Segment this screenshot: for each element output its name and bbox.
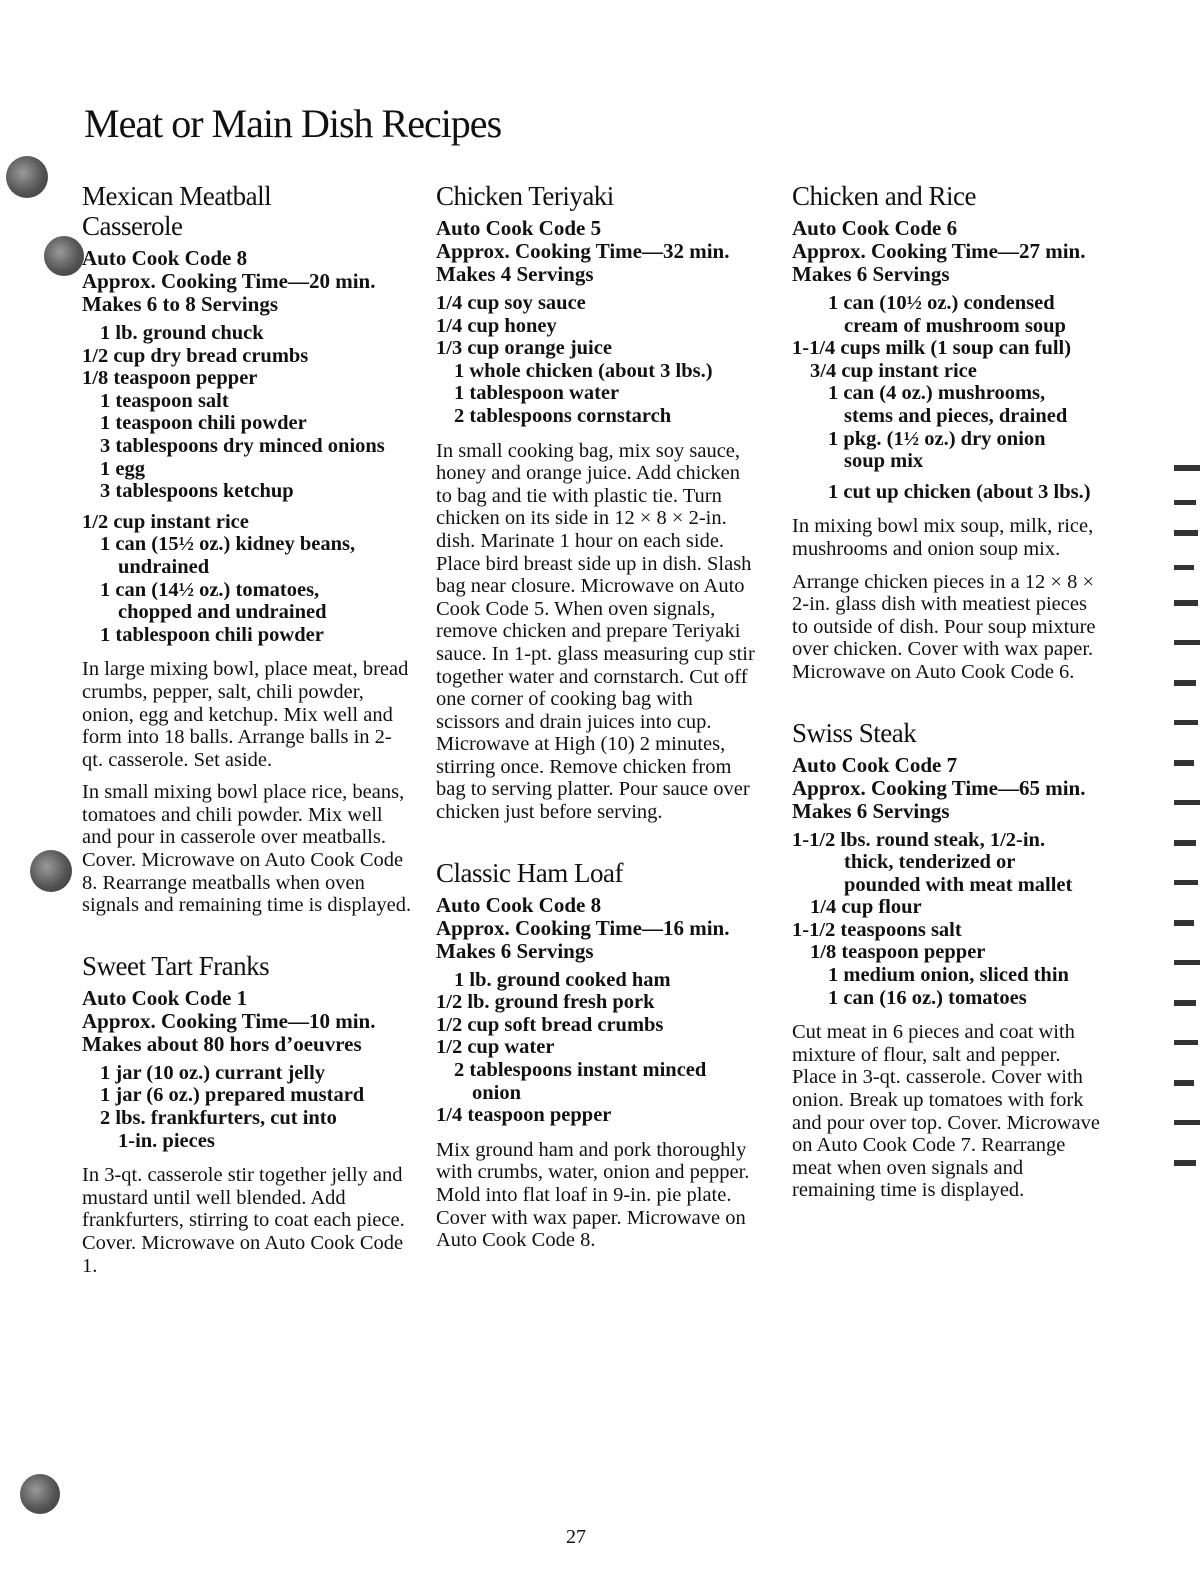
recipe-title: Chicken Teriyaki [436, 181, 614, 211]
instruction-paragraph: Arrange chicken pieces in a 12 × 8 × 2-in. glass dish with meatiest pieces to outside of dish. Pour soup mixture over chicken. Cover with wax paper. Microwave on Auto Cook Code 6. [792, 570, 1096, 683]
recipe-title: Chicken and Rice [792, 181, 976, 211]
recipe-title: Sweet Tart Franks [82, 950, 270, 981]
recipe-mexican-meatball-casserole [82, 181, 412, 917]
ingredient-list [82, 322, 412, 646]
ingredient-list [792, 292, 1102, 503]
recipe-meta [82, 247, 412, 316]
ingredient: pounded with meat mallet [844, 873, 1073, 896]
binder-hole-icon [6, 156, 48, 198]
ingredient: 1/8 teaspoon pepper [810, 941, 986, 964]
ingredient: 2 tablespoons instant minced [454, 1059, 707, 1082]
ingredient: 1/4 cup flour [810, 896, 922, 919]
ingredient: 1 egg [100, 457, 145, 480]
cooking-time: Approx. Cooking Time—20 min. [82, 269, 376, 293]
ingredient: 1 whole chicken (about 3 lbs.) [454, 359, 713, 382]
ingredient: 1/2 lb. ground fresh pork [436, 991, 655, 1014]
recipe-swiss-steak [792, 718, 1102, 1203]
ingredient: 1/4 teaspoon pepper [436, 1104, 612, 1127]
servings: Makes 6 Servings [792, 798, 950, 823]
instruction-paragraph: In small cooking bag, mix soy sauce, honey and orange juice. Add chicken to bag and tie with plastic tie. Turn chicken on its side in 12 × 8 × 2-in. dish. Marinate 1 hour on each side. Place bird breast side up in dish. Slash bag near closure. Microwave on Auto Cook Code 5. When oven signals, remove chicken and prepare Teriyaki sauce. In 1-pt. glass measuring cup stir together water and cornstarch. Cut off one corner of cooking bag with scissors and drain juices into cup. Microwave at High (10) 2 minutes, stirring once. Remove chicken from bag to serving platter. Pour sauce over chicken just before serving. [436, 439, 755, 824]
recipe-chicken-and-rice [792, 181, 1102, 684]
ingredient: 1/2 cup dry bread crumbs [82, 344, 309, 367]
column-right [792, 181, 1102, 1236]
auto-cook-code: Auto Cook Code 5 [436, 216, 602, 240]
ingredient: soup mix [844, 450, 924, 473]
auto-cook-code: Auto Cook Code 8 [82, 246, 248, 270]
recipe-title: Classic Ham Loaf [436, 857, 623, 888]
recipe-sweet-tart-franks [82, 951, 412, 1277]
cooking-time: Approx. Cooking Time—10 min. [82, 1008, 376, 1033]
ingredient: 1 teaspoon salt [100, 389, 229, 412]
ingredient: 1-1/2 teaspoons salt [792, 918, 962, 941]
servings: Makes 6 Servings [436, 938, 594, 963]
instruction-paragraph: In mixing bowl mix soup, milk, rice, mushrooms and onion soup mix. [792, 515, 1094, 560]
ingredient: undrained [118, 555, 210, 578]
ingredient: 1-1/4 cups milk (1 soup can full) [792, 337, 1072, 360]
ingredient: chopped and undrained [118, 601, 327, 624]
recipe-meta [82, 987, 412, 1056]
ingredient: 1/2 cup instant rice [82, 510, 249, 533]
ingredient: 1 jar (10 oz.) currant jelly [100, 1061, 326, 1084]
ingredient: 1 can (10½ oz.) condensed [828, 292, 1055, 314]
servings: Makes about 80 hors d’oeuvres [82, 1031, 362, 1056]
ingredient-list [82, 1062, 412, 1152]
ingredient: 1 pkg. (1½ oz.) dry onion [828, 427, 1046, 450]
ingredient: 1/2 cup soft bread crumbs [436, 1013, 664, 1036]
page-number: 27 [566, 1526, 586, 1548]
column-middle [436, 181, 756, 1286]
ingredient: 1 jar (6 oz.) prepared mustard [100, 1084, 365, 1107]
binder-hole-icon [30, 850, 72, 892]
instruction-paragraph: In large mixing bowl, place meat, bread crumbs, pepper, salt, chili powder, onion, egg and ketchup. Mix well and form into 18 balls. Arrange balls in 2-qt. casserole. Set aside. [82, 658, 409, 771]
cooking-time: Approx. Cooking Time—16 min. [436, 915, 730, 940]
instruction-paragraph: Mix ground ham and pork thoroughly with crumbs, water, onion and pepper. Mold into flat loaf in 9-in. pie plate. Cover with wax paper. Microwave on Auto Cook Code 8. [436, 1138, 750, 1252]
recipe-title: Swiss Steak [792, 717, 917, 748]
instruction-paragraph: In small mixing bowl place rice, beans, tomatoes and chili powder. Mix well and pour in casserole over meatballs. Cover. Microwave on Auto Cook Code 8. Rearrange meatballs when oven signals and remaining time is displayed. [82, 781, 412, 917]
ingredient: 1 teaspoon chili powder [100, 412, 307, 435]
recipe-meta [436, 217, 756, 286]
cooking-time: Approx. Cooking Time—27 min. [792, 239, 1086, 263]
ingredient: stems and pieces, drained [844, 404, 1068, 427]
ingredient: 1 lb. ground cooked ham [454, 968, 671, 991]
recipe-meta [792, 754, 1102, 823]
ingredient: 2 lbs. frankfurters, cut into [100, 1107, 337, 1130]
ingredient: 1 tablespoon water [454, 382, 620, 405]
recipe-meta [436, 894, 756, 963]
ingredient: 1 tablespoon chili powder [100, 623, 324, 646]
recipe-meta [792, 217, 1102, 286]
ingredient: 1 lb. ground chuck [100, 322, 264, 344]
ingredient: cream of mushroom soup [844, 314, 1066, 337]
ingredient: 3/4 cup instant rice [810, 359, 977, 382]
cooking-time: Approx. Cooking Time—65 min. [792, 775, 1086, 800]
binder-hole-icon [44, 236, 84, 276]
ingredient: 1-in. pieces [118, 1129, 215, 1152]
ingredient: 1 medium onion, sliced thin [828, 964, 1069, 987]
auto-cook-code: Auto Cook Code 1 [82, 985, 248, 1010]
ingredient: 1 can (16 oz.) tomatoes [828, 986, 1027, 1009]
ingredient: thick, tenderized or [844, 851, 1016, 874]
ingredient: 3 tablespoons ketchup [100, 480, 294, 503]
ingredient: 1/4 cup soy sauce [436, 292, 586, 314]
instruction-paragraph: In 3-qt. casserole stir together jelly and mustard until well blended. Add frankfurters, stirring to coat each piece. Cover. Microwave on Auto Cook Code 1. [82, 1164, 405, 1277]
ingredient: 1/4 cup honey [436, 314, 557, 337]
instruction-paragraph: Cut meat in 6 pieces and coat with mixture of flour, salt and pepper. Place in 3-qt. casserole. Cover with onion. Break up tomatoes with fork and pour over top. Cover. Microwave on Auto Cook Code 7. Rearrange meat when oven signals and remaining time is displayed. [792, 1021, 1100, 1202]
scan-edge-marks [1124, 0, 1204, 1592]
ingredient: 1 can (15½ oz.) kidney beans, [100, 533, 356, 556]
ingredient-list [436, 292, 756, 428]
auto-cook-code: Auto Cook Code 8 [436, 892, 602, 917]
page-title: Meat or Main Dish Recipes [84, 101, 502, 146]
ingredient: 1-1/2 lbs. round steak, 1/2-in. [792, 828, 1046, 851]
ingredient: 2 tablespoons cornstarch [454, 404, 672, 427]
auto-cook-code: Auto Cook Code 7 [792, 752, 958, 777]
recipe-title: Mexican Meatball Casserole [82, 181, 272, 241]
recipe-chicken-teriyaki [436, 181, 756, 824]
recipe-classic-ham-loaf [436, 858, 756, 1252]
servings: Makes 6 to 8 Servings [82, 292, 278, 316]
ingredient: 1/3 cup orange juice [436, 337, 612, 360]
ingredient: 1 can (4 oz.) mushrooms, [828, 382, 1046, 405]
ingredient: 1 can (14½ oz.) tomatoes, [100, 578, 320, 601]
ingredient: 1 cut up chicken (about 3 lbs.) [828, 480, 1091, 503]
ingredient: onion [472, 1081, 521, 1104]
ingredient: 1/2 cup water [436, 1036, 555, 1059]
column-left [82, 181, 412, 1311]
servings: Makes 4 Servings [436, 262, 594, 286]
ingredient: 3 tablespoons dry minced onions [100, 434, 385, 457]
ingredient-list [792, 829, 1102, 1010]
servings: Makes 6 Servings [792, 262, 950, 286]
binder-hole-icon [20, 1474, 60, 1514]
ingredient: 1/8 teaspoon pepper [82, 367, 258, 390]
auto-cook-code: Auto Cook Code 6 [792, 216, 958, 240]
ingredient-list [436, 969, 756, 1127]
cooking-time: Approx. Cooking Time—32 min. [436, 239, 730, 263]
